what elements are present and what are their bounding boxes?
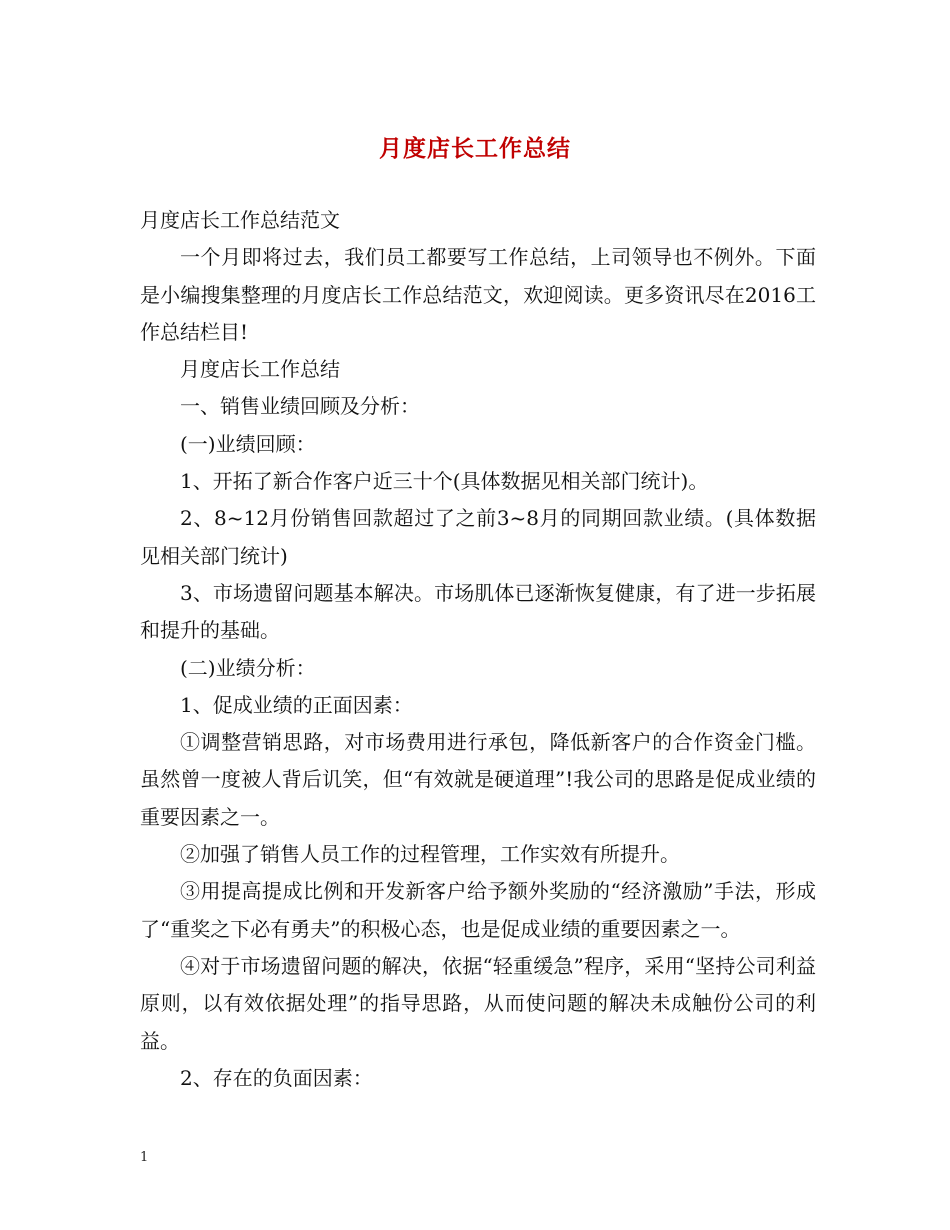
list-item: ④对于市场遗留问题的解决，依据“轻重缓急”程序，采用“坚持公司利益原则，以有效依据处理”的指导思路，从而使问题的解决未成触份公司的利益。 — [140, 953, 816, 1053]
section-heading: 一、销售业绩回顾及分析： — [180, 394, 420, 419]
paragraph: 一个月即将过去，我们员工都要写工作总结，上司领导也不例外。下面是小编搜集整理的月度店长工作总结范文，欢迎阅读。更多资讯尽在2016工作总结栏目! — [140, 245, 816, 344]
list-item: ③用提高提成比例和开发新客户给予额外奖励的“经济激励”手法，形成了“重奖之下必有勇夫”的积极心态，也是促成业绩的重要因素之一。 — [140, 879, 816, 941]
paragraph: 月度店长工作总结 — [180, 357, 340, 382]
list-item: ①调整营销思路，对市场费用进行承包，降低新客户的合作资金门槛。虽然曾一度被人背后讥笑，但“有效就是硬道理”!我公司的思路是促成业绩的重要因素之一。 — [140, 730, 816, 829]
document-body — [140, 202, 816, 1097]
subsection-heading: (一)业绩回顾： — [180, 431, 316, 456]
list-item: 1、促成业绩的正面因素： — [180, 692, 413, 717]
list-item: 2、8~12月份销售回款超过了之前3~8月的同期回款业绩。(具体数据见相关部门统计) — [140, 506, 816, 568]
list-item: 1、开拓了新合作客户近三十个(具体数据见相关部门统计)。 — [180, 469, 709, 494]
list-item: 2、存在的负面因素： — [180, 1065, 373, 1090]
page-number: 1 — [140, 1150, 149, 1165]
document-title: 月度店长工作总结 — [379, 136, 571, 162]
subsection-heading: (二)业绩分析： — [180, 655, 316, 680]
paragraph: 月度店长工作总结范文 — [140, 208, 340, 232]
list-item: 3、市场遗留问题基本解决。市场肌体已逐渐恢复健康，有了进一步拓展和提升的基础。 — [140, 580, 816, 643]
list-item: ②加强了销售人员工作的过程管理，工作实效有所提升。 — [180, 842, 680, 867]
